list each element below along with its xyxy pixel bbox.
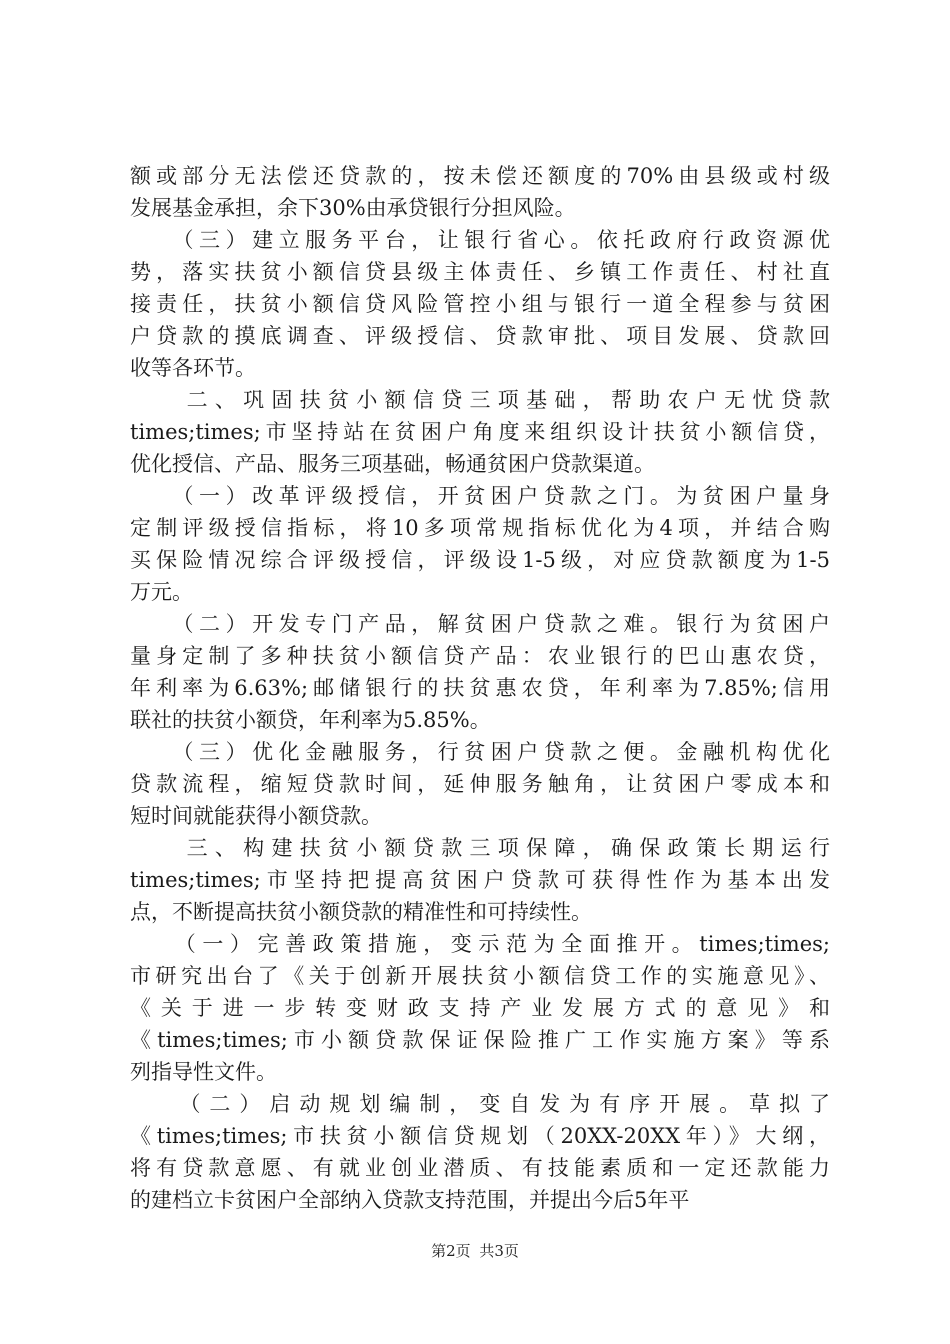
text-line: （三）优化金融服务，行贫困户贷款之便。金融机构优化 (130, 740, 830, 764)
text-line: times;times;市坚持把提高贫困户贷款可获得性作为基本出发 (130, 868, 830, 892)
text-line: 接责任，扶贫小额信贷风险管控小组与银行一道全程参与贫困 (130, 292, 830, 316)
text-line: 短时间就能获得小额贷款。 (130, 804, 382, 828)
text-line: 势，落实扶贫小额信贷县级主体责任、乡镇工作责任、村社直 (130, 260, 830, 284)
page-footer (0, 1240, 950, 1261)
text-line: 年利率为6.63%;邮储银行的扶贫惠农贷，年利率为7.85%;信用 (130, 676, 830, 700)
text-line: 《关于进一步转变财政支持产业发展方式的意见》和 (130, 996, 830, 1020)
page-total: 共3页 (479, 1242, 519, 1260)
text-line: 定制评级授信指标，将10多项常规指标优化为4项，并结合购 (130, 516, 830, 540)
paragraph (130, 480, 830, 608)
text-line: 量身定制了多种扶贫小额信贷产品：农业银行的巴山惠农贷， (130, 644, 830, 668)
text-line: 列指导性文件。 (130, 1060, 277, 1084)
text-line: 点，不断提高扶贫小额贷款的精准性和可持续性。 (130, 900, 592, 924)
text-line: 买保险情况综合评级授信，评级设1-5级，对应贷款额度为1-5 (130, 548, 830, 572)
paragraph (130, 832, 830, 928)
text-line: 额或部分无法偿还贷款的，按未偿还额度的70%由县级或村级 (130, 164, 830, 188)
paragraph (130, 608, 830, 736)
text-line: 三、构建扶贫小额贷款三项保障，确保政策长期运行 (130, 836, 830, 860)
text-line: 万元。 (130, 580, 193, 604)
text-line: 贷款流程，缩短贷款时间，延伸服务触角，让贫困户零成本和 (130, 772, 830, 796)
text-line: 将有贷款意愿、有就业创业潜质、有技能素质和一定还款能力 (130, 1156, 830, 1180)
document-body (130, 160, 830, 1216)
text-line: 收等各环节。 (130, 356, 256, 380)
text-line: 联社的扶贫小额贷，年利率为5.85%。 (130, 708, 491, 732)
page-number: 第2页 (431, 1242, 471, 1260)
paragraph (130, 160, 830, 224)
paragraph (130, 736, 830, 832)
text-line: 发展基金承担，余下30%由承贷银行分担风险。 (130, 196, 576, 220)
text-line: （二）启动规划编制，变自发为有序开展。草拟了 (130, 1092, 830, 1116)
text-line: （一）改革评级授信，开贫困户贷款之门。为贫困户量身 (130, 484, 830, 508)
text-line: （一）完善政策措施，变示范为全面推开。times;times; (130, 932, 830, 956)
paragraph (130, 224, 830, 384)
text-line: （三）建立服务平台，让银行省心。依托政府行政资源优 (130, 228, 830, 252)
text-line: 《times;times;市扶贫小额信贷规划（20XX-20XX年）》大纲， (130, 1124, 830, 1148)
text-line: 的建档立卡贫困户全部纳入贷款支持范围，并提出今后5年平 (130, 1188, 690, 1212)
paragraph (130, 384, 830, 480)
text-line: 优化授信、产品、服务三项基础，畅通贫困户贷款渠道。 (130, 452, 655, 476)
text-line: 《times;times;市小额贷款保证保险推广工作实施方案》等系 (130, 1028, 830, 1052)
text-line: 二、巩固扶贫小额信贷三项基础，帮助农户无忧贷款 (130, 388, 830, 412)
text-line: 户贷款的摸底调查、评级授信、贷款审批、项目发展、贷款回 (130, 324, 830, 348)
text-line: （二）开发专门产品，解贫困户贷款之难。银行为贫困户 (130, 612, 830, 636)
paragraph (130, 928, 830, 1088)
text-line: times;times;市坚持站在贫困户角度来组织设计扶贫小额信贷， (130, 420, 830, 444)
paragraph (130, 1088, 830, 1216)
text-line: 市研究出台了《关于创新开展扶贫小额信贷工作的实施意见》、 (130, 964, 830, 988)
